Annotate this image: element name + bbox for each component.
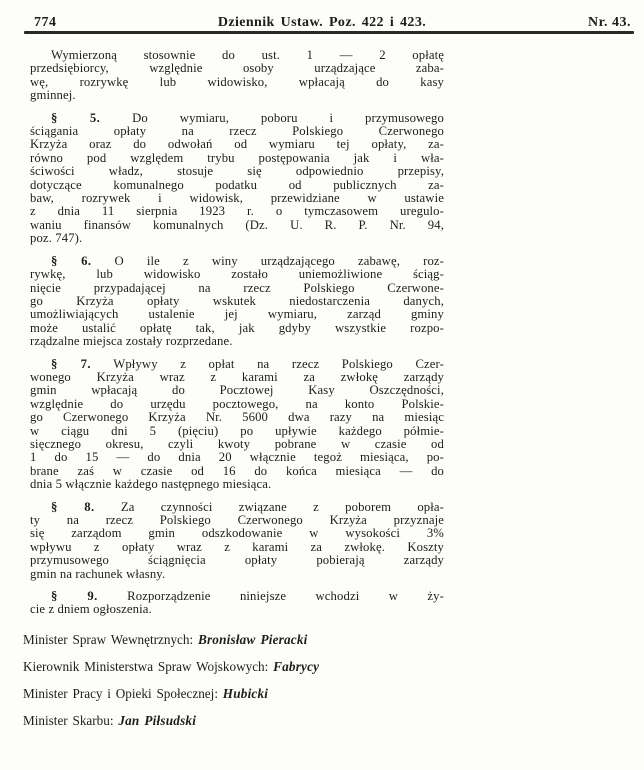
section-marker: § 5. <box>51 110 101 125</box>
text-line: sięcznego okresu, czyli kwoty pobrane w czasie od <box>30 436 444 451</box>
text-line: dotyczące komunalnego podatku od publicznych za- <box>30 177 444 192</box>
signature-title: Minister Spraw Wewnętrznych: <box>23 631 198 647</box>
page-number: 774 <box>34 15 57 30</box>
section-marker: § 7. <box>51 356 91 371</box>
text-line: Wymierzoną stosownie do ust. 1 — 2 opłatę <box>51 48 444 62</box>
signature-title: Minister Pracy i Opieki Społecznej: <box>23 685 223 701</box>
text-line: § 9. Rozporządzenie niniejsze wchodzi w ży- <box>51 589 444 604</box>
signature-line <box>23 714 644 728</box>
text-line: przedsiębiorcy, względnie osoby urządzające zaba- <box>30 61 444 76</box>
text-line: § 6. O ile z winy urządzającego zabawę, roz- <box>51 253 445 268</box>
text-line: przymusowego ściągnięcia opłaty pobierają zarządy <box>30 553 444 568</box>
paragraph <box>30 501 444 581</box>
text-line: § 5. Do wymiaru, poboru i przymusowego <box>51 110 444 125</box>
section-marker: § 8. <box>51 499 95 514</box>
text-line: go Czerwonego Krzyża Nr. 5600 dwa razy na miesiąc <box>30 410 444 425</box>
text-line: poz. 747). <box>30 231 83 246</box>
text-line: może ustalić opłatę tak, jak gdyby wszystkie rozpo- <box>30 320 444 335</box>
section-marker: § 6. <box>51 253 92 268</box>
document-body <box>30 49 444 617</box>
text-line: § 8. Za czynności związane z poborem opła- <box>51 499 444 514</box>
text-line: wonego Krzyża wraz z karami za zwłokę zarządy <box>30 369 444 384</box>
signatory-name: Hubicki <box>222 685 269 701</box>
text-line: rządzalne miejsca zostały rozprzedane. <box>30 334 233 349</box>
header-rule <box>24 31 634 34</box>
signature-block <box>23 633 644 728</box>
text-line: z dnia 11 sierpnia 1923 r. o tymczasowem uregulo- <box>30 204 444 219</box>
text-line: brane zaś w czasie od 16 do końca miesiąca — do <box>30 463 444 478</box>
text-line: ściągania opłaty na rzecz Polskiego Czerwonego <box>30 124 444 139</box>
text-line: baw, rozrywek i widowisk, przewidziane w ustawie <box>30 191 444 206</box>
text-line: umożliwiających ustalenie jej wymiaru, zarząd gminy <box>30 307 444 322</box>
text-line: wę, rozrywkę lub widowisko, wpłacają do kasy <box>30 74 444 89</box>
issue-number: Nr. 43. <box>587 15 631 30</box>
text-line: nięcie przypadającej na rzecz Polskiego Czerwone- <box>30 280 444 295</box>
signature-line <box>23 687 644 701</box>
signature-title: Kierownik Ministerstwa Spraw Wojskowych: <box>23 658 274 674</box>
signature-title: Minister Skarbu: <box>23 712 119 728</box>
text-line: w ciągu dni 5 (pięciu) po upływie każdego półmie- <box>30 423 444 438</box>
page-header <box>0 0 644 34</box>
paragraph <box>30 49 444 103</box>
paragraph <box>30 255 444 349</box>
text-line: § 7. Wpływy z opłat na rzecz Polskiego Czer- <box>51 356 444 371</box>
text-line: 1 do 15 — do dnia 20 włącznie tegoż miesiąca, po- <box>30 450 444 465</box>
text-line: dnia 5 włącznie każdego następnego miesiąca. <box>30 477 272 492</box>
text-line: wpływu z opłaty wraz z karami za zwłokę. Koszty <box>30 539 444 554</box>
text-line: rywkę, lub widowisko zostało uniemożliwione ściąg- <box>30 267 444 282</box>
signatory-name: Bronisław Pieracki <box>197 631 308 647</box>
text-line: Krzyża oraz do odwołań od wymiaru tej opłaty, za- <box>30 137 444 152</box>
text-line: ty na rzecz Polskiego Czerwonego Krzyża przyznaje <box>30 513 444 527</box>
section-marker: § 9. <box>51 589 98 604</box>
header-title: Dziennik Ustaw. Poz. 422 i 423. <box>217 15 427 30</box>
text-line: się zarządom gmin odszkodowanie w wysokości 3% <box>30 526 444 541</box>
text-line: go Krzyża opłaty wskutek niedostarczenia danych, <box>30 293 444 308</box>
signatory-name: Fabrycy <box>273 658 320 674</box>
text-line: gmin na rachunek własny. <box>30 566 166 581</box>
signature-line <box>23 633 644 647</box>
text-line: ściwości władz, stosuje się odpowiednio przepisy, <box>30 164 444 179</box>
signature-line <box>23 660 644 674</box>
text-line: względnie do urzędu pocztowego, na konto Polskie- <box>30 396 444 411</box>
paragraph <box>30 590 444 617</box>
paragraph <box>30 112 444 246</box>
signatory-name: Jan Piłsudski <box>118 712 197 728</box>
text-line: gmin wpłacają do Pocztowej Kasy Oszczędności, <box>30 383 444 398</box>
paragraph <box>30 358 444 492</box>
text-line: waniu finansów komunalnych (Dz. U. R. P. Nr. 94, <box>30 217 444 232</box>
text-line: równo pod względem trybu postępowania jak i wła- <box>30 150 444 165</box>
text-line: gminnej. <box>30 88 76 103</box>
text-line: cie z dniem ogłoszenia. <box>30 602 152 617</box>
